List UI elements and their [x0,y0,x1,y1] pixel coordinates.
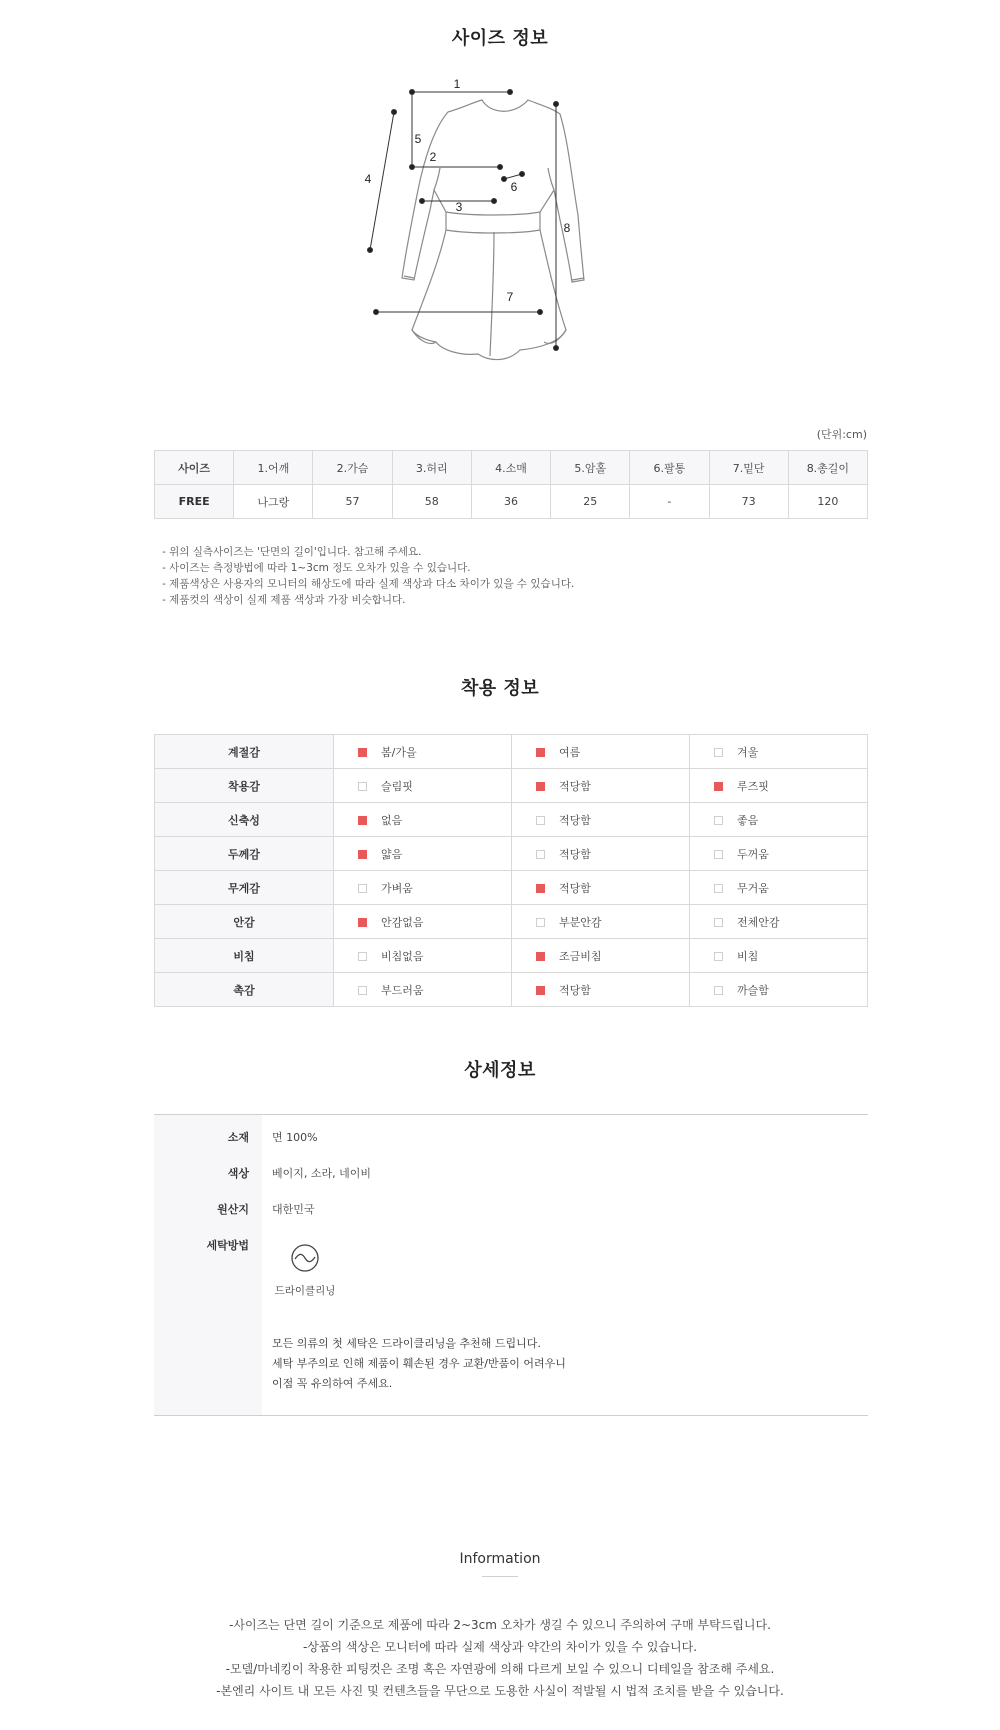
fit-option [690,939,868,973]
fit-option-label: 적당함 [559,983,591,997]
size-cell: 36 [471,485,550,519]
fit-option-label: 전체안감 [737,915,780,929]
size-cell: 25 [551,485,630,519]
detail-key: 소재 [227,1131,249,1144]
checked-box-icon [536,748,545,757]
table-row [155,837,868,871]
size-header-cell: 1.어깨 [234,451,313,485]
size-header-cell: 6.팔통 [630,451,709,485]
checked-box-icon [714,782,723,791]
fit-option [690,735,868,769]
fit-row-label: 촉감 [155,973,334,1007]
information-line: -사이즈는 단면 길이 기준으로 제품에 따라 2~3cm 오차가 생길 수 있으니 주의하여 구매 부탁드립니다. [229,1618,771,1632]
fit-option-label: 겨울 [737,745,759,759]
table-row [155,939,868,973]
fit-option [690,973,868,1007]
information-divider [482,1576,518,1577]
information-line: -상품의 색상은 모니터에 따라 실제 색상과 약간의 차이가 있을 수 있습니다. [302,1640,698,1654]
unchecked-box-icon [536,816,545,825]
checked-box-icon [358,748,367,757]
unchecked-box-icon [358,986,367,995]
diagram-label-4: 4 [364,172,372,186]
fit-option-label: 적당함 [559,847,591,861]
detail-value: 베이지, 소라, 네이비 [272,1167,371,1180]
unchecked-box-icon [714,816,723,825]
size-cell: 나그랑 [234,485,313,519]
detail-key: 세탁방법 [206,1239,249,1252]
fit-option [512,837,690,871]
unchecked-box-icon [714,884,723,893]
table-row [155,905,868,939]
fit-row-label: 비침 [155,939,334,973]
dress-outline [402,100,584,360]
care-label: 드라이클리닝 [274,1285,336,1297]
checked-box-icon [358,816,367,825]
fit-option-label: 까슬함 [737,983,769,997]
detail-key: 색상 [227,1167,249,1180]
care-text [272,1334,566,1394]
checked-box-icon [536,952,545,961]
fit-option [512,735,690,769]
checked-box-icon [536,782,545,791]
size-cell: - [630,485,709,519]
fit-option-label: 적당함 [559,779,591,793]
fit-option-label: 루즈핏 [737,779,769,793]
unchecked-box-icon [714,918,723,927]
information-list [0,1614,1000,1702]
size-note: - 사이즈는 측정방법에 따라 1~3cm 정도 오차가 있을 수 있습니다. [162,562,471,574]
care-text-line: 모든 의류의 첫 세탁은 드라이클리닝을 추천해 드립니다. [272,1337,541,1350]
unchecked-box-icon [358,952,367,961]
detail-label-column [154,1115,262,1415]
size-note: - 제품컷의 색상이 실제 제품 색상과 가장 비슷합니다. [162,594,406,606]
size-note: - 제품색상은 사용자의 모니터의 해상도에 따라 실제 색상과 다소 차이가 있을 수 있습니다. [162,578,575,590]
fit-option-label: 두꺼움 [737,847,769,861]
fit-option [334,803,512,837]
fit-option [334,905,512,939]
fit-option-label: 슬림핏 [381,779,413,793]
fit-option-label: 안감없음 [381,915,424,929]
fit-table [154,734,868,1007]
fit-option [334,769,512,803]
table-row [155,871,868,905]
fit-option-label: 봄/가을 [381,745,417,759]
size-note: - 위의 실측사이즈는 '단면의 길이'입니다. 참고해 주세요. [162,546,422,558]
information-line: -모델/마네킹이 착용한 피팅컷은 조명 혹은 자연광에 의해 다르게 보일 수 있으니 디테일을 참조해 주세요. [225,1662,775,1676]
fit-row-label: 두께감 [155,837,334,871]
size-cell: 73 [709,485,788,519]
unchecked-box-icon [714,986,723,995]
fit-option [512,939,690,973]
table-row [155,973,868,1007]
unchecked-box-icon [536,918,545,927]
measure-lines [368,90,559,351]
unchecked-box-icon [714,748,723,757]
fit-option [512,905,690,939]
fit-option-label: 비침 [737,949,759,963]
fit-row-label: 안감 [155,905,334,939]
fit-option-label: 조금비침 [559,949,602,963]
dry-cleaning-icon [288,1243,322,1273]
unchecked-box-icon [714,952,723,961]
unchecked-box-icon [358,782,367,791]
fit-option-label: 적당함 [559,881,591,895]
fit-option-label: 적당함 [559,813,591,827]
diagram-label-5: 5 [414,132,422,146]
fit-option [512,803,690,837]
detail-key: 원산지 [217,1203,249,1216]
unchecked-box-icon [536,850,545,859]
table-row [155,735,868,769]
size-header-cell: 4.소매 [471,451,550,485]
information-title: Information [459,1551,541,1567]
fit-row-label: 착용감 [155,769,334,803]
fit-option [690,871,868,905]
checked-box-icon [536,884,545,893]
fit-option-label: 무거움 [737,881,769,895]
table-row [155,803,868,837]
fit-option [334,735,512,769]
unchecked-box-icon [358,884,367,893]
checked-box-icon [358,850,367,859]
care-instruction [270,1243,340,1298]
size-cell: 120 [788,485,867,519]
dress-size-diagram [364,77,650,400]
care-text-line: 세탁 부주의로 인해 제품이 훼손된 경우 교환/반품이 어려우니 [272,1357,566,1370]
fit-row-label: 무게감 [155,871,334,905]
size-header-cell: 8.총길이 [788,451,867,485]
fit-row-label: 계절감 [155,735,334,769]
diagram-label-7: 7 [506,290,514,304]
fit-option [334,939,512,973]
table-row [155,769,868,803]
fit-option-label: 없음 [381,813,403,827]
fit-option [690,769,868,803]
information-line: -본엔리 사이트 내 모든 사진 및 컨텐츠들을 무단으로 도용한 사실이 적발될 시 법적 조치를 받을 수 있습니다. [216,1684,784,1698]
size-table-header [155,451,868,485]
fit-table-body [155,735,868,1007]
size-header-cell: 2.가슴 [313,451,392,485]
fit-option-label: 얇음 [381,847,403,861]
fit-row-label: 신축성 [155,803,334,837]
fit-option [512,871,690,905]
fit-option [690,837,868,871]
size-header-cell: 7.밑단 [709,451,788,485]
detail-value: 대한민국 [272,1203,315,1216]
care-text-line: 이점 꼭 유의하여 주세요. [272,1377,393,1390]
size-section-title: 사이즈 정보 [451,28,549,49]
checked-box-icon [358,918,367,927]
fit-option-label: 좋음 [737,813,759,827]
size-header-cell: 3.허리 [392,451,471,485]
unit-label: (단위:cm) [816,428,867,441]
fit-option [512,973,690,1007]
size-cell: FREE [155,485,234,519]
size-table [154,450,868,519]
diagram-label-3: 3 [455,200,463,214]
fit-option-label: 부드러움 [381,983,424,997]
fit-option-label: 가벼움 [381,881,413,895]
size-cell: 58 [392,485,471,519]
size-notes [162,544,574,608]
fit-option-label: 비침없음 [381,949,424,963]
size-header-cell: 사이즈 [155,451,234,485]
diagram-label-2: 2 [429,150,437,164]
fit-option-label: 여름 [559,745,581,759]
size-cell: 57 [313,485,392,519]
size-header-cell: 5.암홀 [551,451,630,485]
detail-value: 면 100% [272,1131,318,1144]
checked-box-icon [536,986,545,995]
diagram-label-6: 6 [510,180,518,194]
fit-option [512,769,690,803]
fit-option [334,871,512,905]
table-row [155,485,868,519]
diagram-label-8: 8 [563,221,571,235]
fit-option-label: 부분안감 [559,915,602,929]
unchecked-box-icon [714,850,723,859]
fit-option [334,973,512,1007]
fit-option [690,803,868,837]
detail-section-title: 상세정보 [464,1060,536,1081]
fit-option [690,905,868,939]
fit-section-title: 착용 정보 [460,678,540,699]
fit-option [334,837,512,871]
diagram-label-1: 1 [453,77,461,91]
